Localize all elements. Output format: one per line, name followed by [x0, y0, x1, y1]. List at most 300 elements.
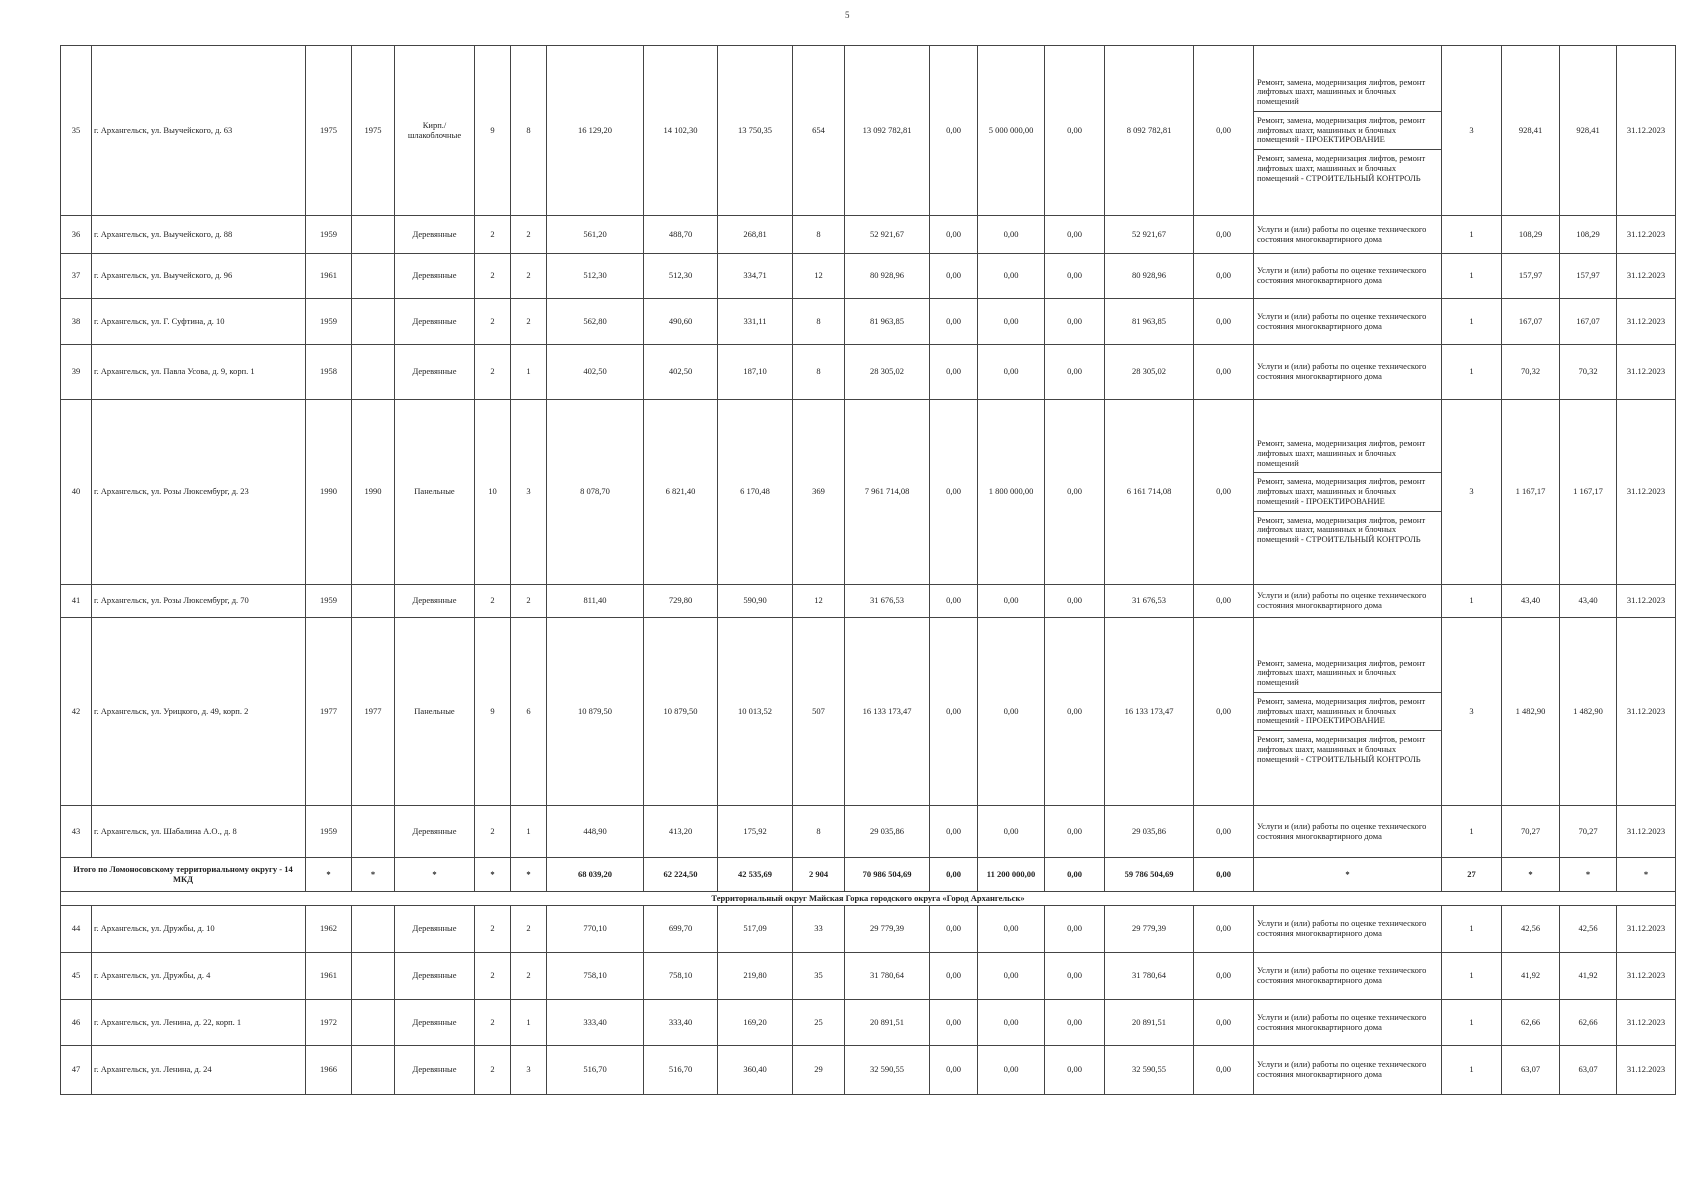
total-area-cell: 10 879,50 [547, 618, 644, 806]
total-area-cell: 770,10 [547, 906, 644, 953]
regional-fund-cell: 0,00 [978, 906, 1045, 953]
works-qty-cell: 1 [1442, 1046, 1502, 1095]
table-row [61, 345, 1676, 400]
unit-cost-cell: 42,56 [1502, 906, 1560, 953]
unit-cost-cell: 62,66 [1502, 1000, 1560, 1046]
year-commission-cell [352, 906, 395, 953]
floors-cell: 2 [475, 906, 511, 953]
federal-fund-cell: 0,00 [930, 254, 978, 299]
year-commission-cell [352, 1000, 395, 1046]
work-item: Ремонт, замена, модернизация лифтов, ремонт лифтовых шахт, машинных и блочных помещений - ПРОЕКТИРОВАНИЕ [1254, 692, 1441, 726]
other-fund-cell: 0,00 [1194, 906, 1254, 953]
works-list-cell [1254, 585, 1442, 618]
owned-area-cell: 13 750,35 [718, 46, 793, 216]
year-commission-cell: 1977 [352, 618, 395, 806]
floors-cell: 2 [475, 216, 511, 254]
deadline-cell: 31.12.2023 [1617, 254, 1676, 299]
address-cell: г. Архангельск, ул. Дружбы, д. 4 [92, 953, 306, 1000]
works-list-cell [1254, 1046, 1442, 1095]
work-item: Ремонт, замена, модернизация лифтов, ремонт лифтовых шахт, машинных и блочных помещений - СТРОИТЕЛЬНЫЙ КОНТРОЛЬ [1254, 149, 1441, 183]
works-list-cell [1254, 806, 1442, 858]
regional-fund-cell: 0,00 [978, 345, 1045, 400]
entrances-cell: 2 [511, 585, 547, 618]
residents-cell: 25 [793, 1000, 845, 1046]
work-item: Ремонт, замена, модернизация лифтов, ремонт лифтовых шахт, машинных и блочных помещений [1257, 657, 1426, 688]
unit-cost-max-cell: 167,07 [1560, 299, 1617, 345]
table-row [61, 906, 1676, 953]
other-fund-cell: 0,00 [1194, 254, 1254, 299]
year-commission-cell [352, 806, 395, 858]
unit-cost-cell: 70,27 [1502, 806, 1560, 858]
capital-repair-table [60, 45, 1676, 1095]
residential-area-cell: 516,70 [644, 1046, 718, 1095]
regional-fund-cell: 0,00 [978, 254, 1045, 299]
owners-fund-cell: 20 891,51 [1105, 1000, 1194, 1046]
subtotal-label: Итого по Ломоносовскому территориальному округу - 14 МКД [61, 858, 306, 892]
residential-area-cell: 14 102,30 [644, 46, 718, 216]
local-fund-cell: 0,00 [1045, 906, 1105, 953]
works-qty-cell: 1 [1442, 299, 1502, 345]
regional-fund-cell: 5 000 000,00 [978, 46, 1045, 216]
deadline-cell: 31.12.2023 [1617, 299, 1676, 345]
unit-cost-max-cell: 70,27 [1560, 806, 1617, 858]
unit-cost-max-cell: 63,07 [1560, 1046, 1617, 1095]
work-item: Услуги и (или) работы по оценке технического состояния многоквартирного дома [1257, 223, 1427, 244]
works-qty-cell: 1 [1442, 906, 1502, 953]
regional-fund-cell: 0,00 [978, 299, 1045, 345]
residential-area-cell: 490,60 [644, 299, 718, 345]
local-fund-cell: 0,00 [1045, 254, 1105, 299]
deadline-cell: 31.12.2023 [1617, 400, 1676, 585]
table-row [61, 585, 1676, 618]
federal-fund-cell: 0,00 [930, 1000, 978, 1046]
unit-cost-cell: 108,29 [1502, 216, 1560, 254]
row-number: 47 [61, 1046, 92, 1095]
row-number: 46 [61, 1000, 92, 1046]
wall-material-cell: Деревянные [395, 1046, 475, 1095]
federal-fund-cell: 0,00 [930, 299, 978, 345]
works-list-cell [1254, 906, 1442, 953]
federal-fund-cell: 0,00 [930, 618, 978, 806]
deadline-cell: 31.12.2023 [1617, 585, 1676, 618]
local-fund-cell: 0,00 [1045, 216, 1105, 254]
owned-area-cell: 268,81 [718, 216, 793, 254]
work-item: Ремонт, замена, модернизация лифтов, ремонт лифтовых шахт, машинных и блочных помещений [1257, 438, 1426, 468]
wall-material-cell: Панельные [395, 618, 475, 806]
floors-cell: 2 [475, 953, 511, 1000]
works-qty-cell: 1 [1442, 1000, 1502, 1046]
floors-cell: 2 [475, 585, 511, 618]
entrances-cell: 6 [511, 618, 547, 806]
total-area-cell: 512,30 [547, 254, 644, 299]
owned-area-cell: 6 170,48 [718, 400, 793, 585]
floors-cell: 2 [475, 345, 511, 400]
total-cost-cell: 29 779,39 [845, 906, 930, 953]
owned-area-cell: 517,09 [718, 906, 793, 953]
address-cell: г. Архангельск, ул. Павла Усова, д. 9, корп. 1 [92, 345, 306, 400]
works-list-cell [1254, 953, 1442, 1000]
regional-fund-cell: 0,00 [978, 216, 1045, 254]
deadline-cell: 31.12.2023 [1617, 216, 1676, 254]
table-row [61, 400, 1676, 585]
subtotal-row: Итого по Ломоносовскому территориальному округу - 14 МКД * * * * * 68 039,20 62 224,50 42 535,69 2 904 70 986 504,69 0,00 11 200 000,00 0,00 59 786 504,69 0,00 * 27 * * * [61, 858, 1676, 892]
address-cell: г. Архангельск, ул. Выучейского, д. 63 [92, 46, 306, 216]
entrances-cell: 8 [511, 46, 547, 216]
unit-cost-max-cell: 157,97 [1560, 254, 1617, 299]
deadline-cell: 31.12.2023 [1617, 1046, 1676, 1095]
entrances-cell: 1 [511, 806, 547, 858]
residents-cell: 8 [793, 216, 845, 254]
year-commission-cell [352, 585, 395, 618]
deadline-cell: 31.12.2023 [1617, 806, 1676, 858]
table-row [61, 299, 1676, 345]
wall-material-cell: Деревянные [395, 585, 475, 618]
table-row [61, 806, 1676, 858]
unit-cost-cell: 43,40 [1502, 585, 1560, 618]
floors-cell: 9 [475, 618, 511, 806]
unit-cost-cell: 41,92 [1502, 953, 1560, 1000]
residents-cell: 8 [793, 299, 845, 345]
wall-material-cell: Панельные [395, 400, 475, 585]
work-item: Услуги и (или) работы по оценке технического состояния многоквартирного дома [1257, 820, 1427, 841]
address-cell: г. Архангельск, ул. Выучейского, д. 88 [92, 216, 306, 254]
wall-material-cell: Деревянные [395, 906, 475, 953]
unit-cost-max-cell: 1 482,90 [1560, 618, 1617, 806]
total-area-cell: 516,70 [547, 1046, 644, 1095]
wall-material-cell: Деревянные [395, 216, 475, 254]
row-number: 41 [61, 585, 92, 618]
owned-area-cell: 187,10 [718, 345, 793, 400]
entrances-cell: 2 [511, 216, 547, 254]
table-row [61, 216, 1676, 254]
federal-fund-cell: 0,00 [930, 345, 978, 400]
work-item: Услуги и (или) работы по оценке технического состояния многоквартирного дома [1257, 1011, 1427, 1032]
total-area-cell: 448,90 [547, 806, 644, 858]
residents-cell: 29 [793, 1046, 845, 1095]
table-row [61, 618, 1676, 806]
regional-fund-cell: 0,00 [978, 806, 1045, 858]
total-cost-cell: 28 305,02 [845, 345, 930, 400]
other-fund-cell: 0,00 [1194, 345, 1254, 400]
table-row [61, 1046, 1676, 1095]
year-built-cell: 1962 [306, 906, 352, 953]
total-area-cell: 561,20 [547, 216, 644, 254]
year-built-cell: 1959 [306, 299, 352, 345]
row-number: 39 [61, 345, 92, 400]
table-row [61, 953, 1676, 1000]
local-fund-cell: 0,00 [1045, 1000, 1105, 1046]
owned-area-cell: 360,40 [718, 1046, 793, 1095]
total-cost-cell: 7 961 714,08 [845, 400, 930, 585]
row-number: 36 [61, 216, 92, 254]
address-cell: г. Архангельск, ул. Урицкого, д. 49, корп. 2 [92, 618, 306, 806]
floors-cell: 2 [475, 1000, 511, 1046]
total-area-cell: 758,10 [547, 953, 644, 1000]
local-fund-cell: 0,00 [1045, 618, 1105, 806]
entrances-cell: 1 [511, 1000, 547, 1046]
local-fund-cell: 0,00 [1045, 585, 1105, 618]
other-fund-cell: 0,00 [1194, 585, 1254, 618]
unit-cost-max-cell: 108,29 [1560, 216, 1617, 254]
unit-cost-cell: 63,07 [1502, 1046, 1560, 1095]
federal-fund-cell: 0,00 [930, 953, 978, 1000]
owners-fund-cell: 29 779,39 [1105, 906, 1194, 953]
address-cell: г. Архангельск, ул. Ленина, д. 22, корп. 1 [92, 1000, 306, 1046]
page-number: 5 [845, 10, 850, 20]
year-commission-cell [352, 216, 395, 254]
row-number: 42 [61, 618, 92, 806]
total-area-cell: 562,80 [547, 299, 644, 345]
owned-area-cell: 331,11 [718, 299, 793, 345]
federal-fund-cell: 0,00 [930, 906, 978, 953]
residents-cell: 12 [793, 254, 845, 299]
row-number: 45 [61, 953, 92, 1000]
deadline-cell: 31.12.2023 [1617, 906, 1676, 953]
works-qty-cell: 1 [1442, 585, 1502, 618]
works-list-cell [1254, 345, 1442, 400]
work-item: Услуги и (или) работы по оценке технического состояния многоквартирного дома [1257, 361, 1427, 381]
work-item: Ремонт, замена, модернизация лифтов, ремонт лифтовых шахт, машинных и блочных помещений - СТРОИТЕЛЬНЫЙ КОНТРОЛЬ [1254, 511, 1441, 545]
year-built-cell: 1959 [306, 806, 352, 858]
address-cell: г. Архангельск, ул. Шабалина А.О., д. 8 [92, 806, 306, 858]
floors-cell: 2 [475, 806, 511, 858]
residents-cell: 507 [793, 618, 845, 806]
work-item: Ремонт, замена, модернизация лифтов, ремонт лифтовых шахт, машинных и блочных помещений [1257, 76, 1426, 107]
residential-area-cell: 729,80 [644, 585, 718, 618]
works-list-cell [1254, 216, 1442, 254]
total-cost-cell: 81 963,85 [845, 299, 930, 345]
federal-fund-cell: 0,00 [930, 46, 978, 216]
wall-material-cell: Деревянные [395, 953, 475, 1000]
owned-area-cell: 169,20 [718, 1000, 793, 1046]
unit-cost-max-cell: 928,41 [1560, 46, 1617, 216]
residential-area-cell: 699,70 [644, 906, 718, 953]
works-list-cell [1254, 299, 1442, 345]
other-fund-cell: 0,00 [1194, 400, 1254, 585]
total-area-cell: 402,50 [547, 345, 644, 400]
works-list-cell [1254, 618, 1442, 806]
other-fund-cell: 0,00 [1194, 299, 1254, 345]
work-item: Услуги и (или) работы по оценке технического состояния многоквартирного дома [1257, 310, 1427, 331]
deadline-cell: 31.12.2023 [1617, 618, 1676, 806]
year-built-cell: 1959 [306, 216, 352, 254]
works-qty-cell: 1 [1442, 254, 1502, 299]
local-fund-cell: 0,00 [1045, 299, 1105, 345]
local-fund-cell: 0,00 [1045, 806, 1105, 858]
total-cost-cell: 16 133 173,47 [845, 618, 930, 806]
other-fund-cell: 0,00 [1194, 216, 1254, 254]
total-cost-cell: 52 921,67 [845, 216, 930, 254]
other-fund-cell: 0,00 [1194, 46, 1254, 216]
regional-fund-cell: 1 800 000,00 [978, 400, 1045, 585]
owned-area-cell: 10 013,52 [718, 618, 793, 806]
works-qty-cell: 1 [1442, 216, 1502, 254]
owners-fund-cell: 81 963,85 [1105, 299, 1194, 345]
regional-fund-cell: 0,00 [978, 585, 1045, 618]
other-fund-cell: 0,00 [1194, 618, 1254, 806]
owned-area-cell: 334,71 [718, 254, 793, 299]
year-commission-cell [352, 953, 395, 1000]
year-built-cell: 1958 [306, 345, 352, 400]
address-cell: г. Архангельск, ул. Выучейского, д. 96 [92, 254, 306, 299]
entrances-cell: 2 [511, 953, 547, 1000]
entrances-cell: 1 [511, 345, 547, 400]
other-fund-cell: 0,00 [1194, 1000, 1254, 1046]
work-item: Услуги и (или) работы по оценке технического состояния многоквартирного дома [1257, 918, 1427, 938]
other-fund-cell: 0,00 [1194, 806, 1254, 858]
residents-cell: 33 [793, 906, 845, 953]
total-cost-cell: 31 676,53 [845, 585, 930, 618]
year-built-cell: 1966 [306, 1046, 352, 1095]
owners-fund-cell: 31 676,53 [1105, 585, 1194, 618]
residents-cell: 35 [793, 953, 845, 1000]
unit-cost-max-cell: 1 167,17 [1560, 400, 1617, 585]
table-row [61, 1000, 1676, 1046]
address-cell: г. Архангельск, ул. Розы Люксембург, д. 70 [92, 585, 306, 618]
owners-fund-cell: 31 780,64 [1105, 953, 1194, 1000]
owners-fund-cell: 6 161 714,08 [1105, 400, 1194, 585]
deadline-cell: 31.12.2023 [1617, 953, 1676, 1000]
address-cell: г. Архангельск, ул. Розы Люксембург, д. 23 [92, 400, 306, 585]
floors-cell: 9 [475, 46, 511, 216]
owners-fund-cell: 32 590,55 [1105, 1046, 1194, 1095]
works-list-cell [1254, 46, 1442, 216]
residents-cell: 369 [793, 400, 845, 585]
total-cost-cell: 13 092 782,81 [845, 46, 930, 216]
section-row [61, 892, 1676, 906]
federal-fund-cell: 0,00 [930, 216, 978, 254]
year-built-cell: 1977 [306, 618, 352, 806]
table-row [61, 254, 1676, 299]
total-cost-cell: 80 928,96 [845, 254, 930, 299]
unit-cost-max-cell: 62,66 [1560, 1000, 1617, 1046]
residential-area-cell: 413,20 [644, 806, 718, 858]
unit-cost-max-cell: 41,92 [1560, 953, 1617, 1000]
entrances-cell: 2 [511, 299, 547, 345]
wall-material-cell: Деревянные [395, 299, 475, 345]
year-built-cell: 1990 [306, 400, 352, 585]
works-qty-cell: 3 [1442, 400, 1502, 585]
deadline-cell: 31.12.2023 [1617, 46, 1676, 216]
unit-cost-cell: 928,41 [1502, 46, 1560, 216]
deadline-cell: 31.12.2023 [1617, 345, 1676, 400]
local-fund-cell: 0,00 [1045, 46, 1105, 216]
residential-area-cell: 512,30 [644, 254, 718, 299]
works-qty-cell: 1 [1442, 345, 1502, 400]
residents-cell: 654 [793, 46, 845, 216]
entrances-cell: 2 [511, 906, 547, 953]
year-built-cell: 1961 [306, 953, 352, 1000]
wall-material-cell: Деревянные [395, 345, 475, 400]
total-area-cell: 16 129,20 [547, 46, 644, 216]
owners-fund-cell: 52 921,67 [1105, 216, 1194, 254]
owned-area-cell: 175,92 [718, 806, 793, 858]
wall-material-cell: Деревянные [395, 254, 475, 299]
works-qty-cell: 3 [1442, 46, 1502, 216]
work-item: Услуги и (или) работы по оценке технического состояния многоквартирного дома [1257, 965, 1427, 985]
owners-fund-cell: 8 092 782,81 [1105, 46, 1194, 216]
entrances-cell: 3 [511, 1046, 547, 1095]
residential-area-cell: 402,50 [644, 345, 718, 400]
regional-fund-cell: 0,00 [978, 618, 1045, 806]
residents-cell: 8 [793, 345, 845, 400]
unit-cost-cell: 1 482,90 [1502, 618, 1560, 806]
work-item: Ремонт, замена, модернизация лифтов, ремонт лифтовых шахт, машинных и блочных помещений - ПРОЕКТИРОВАНИЕ [1254, 111, 1441, 145]
residential-area-cell: 333,40 [644, 1000, 718, 1046]
works-qty-cell: 3 [1442, 618, 1502, 806]
year-built-cell: 1961 [306, 254, 352, 299]
works-list-cell [1254, 1000, 1442, 1046]
work-item: Услуги и (или) работы по оценке технического состояния многоквартирного дома [1257, 590, 1427, 610]
residential-area-cell: 10 879,50 [644, 618, 718, 806]
total-area-cell: 333,40 [547, 1000, 644, 1046]
regional-fund-cell: 0,00 [978, 1000, 1045, 1046]
year-commission-cell: 1990 [352, 400, 395, 585]
owners-fund-cell: 28 305,02 [1105, 345, 1194, 400]
year-built-cell: 1975 [306, 46, 352, 216]
work-item: Услуги и (или) работы по оценке технического состояния многоквартирного дома [1257, 1059, 1427, 1079]
wall-material-cell: Кирп./ шлакоблочные [395, 46, 475, 216]
floors-cell: 2 [475, 1046, 511, 1095]
wall-material-cell: Деревянные [395, 1000, 475, 1046]
unit-cost-cell: 157,97 [1502, 254, 1560, 299]
other-fund-cell: 0,00 [1194, 1046, 1254, 1095]
total-cost-cell: 31 780,64 [845, 953, 930, 1000]
works-list-cell [1254, 254, 1442, 299]
year-commission-cell [352, 345, 395, 400]
owned-area-cell: 219,80 [718, 953, 793, 1000]
row-number: 37 [61, 254, 92, 299]
regional-fund-cell: 0,00 [978, 1046, 1045, 1095]
local-fund-cell: 0,00 [1045, 953, 1105, 1000]
address-cell: г. Архангельск, ул. Дружбы, д. 10 [92, 906, 306, 953]
local-fund-cell: 0,00 [1045, 400, 1105, 585]
owned-area-cell: 590,90 [718, 585, 793, 618]
residential-area-cell: 488,70 [644, 216, 718, 254]
local-fund-cell: 0,00 [1045, 345, 1105, 400]
residential-area-cell: 758,10 [644, 953, 718, 1000]
owners-fund-cell: 29 035,86 [1105, 806, 1194, 858]
work-item: Услуги и (или) работы по оценке технического состояния многоквартирного дома [1257, 265, 1427, 285]
floors-cell: 10 [475, 400, 511, 585]
unit-cost-cell: 167,07 [1502, 299, 1560, 345]
floors-cell: 2 [475, 254, 511, 299]
regional-fund-cell: 0,00 [978, 953, 1045, 1000]
owners-fund-cell: 80 928,96 [1105, 254, 1194, 299]
row-number: 38 [61, 299, 92, 345]
total-cost-cell: 29 035,86 [845, 806, 930, 858]
year-commission-cell: 1975 [352, 46, 395, 216]
federal-fund-cell: 0,00 [930, 1046, 978, 1095]
federal-fund-cell: 0,00 [930, 585, 978, 618]
works-qty-cell: 1 [1442, 953, 1502, 1000]
works-list-cell [1254, 400, 1442, 585]
federal-fund-cell: 0,00 [930, 806, 978, 858]
year-built-cell: 1972 [306, 1000, 352, 1046]
unit-cost-cell: 1 167,17 [1502, 400, 1560, 585]
row-number: 40 [61, 400, 92, 585]
row-number: 44 [61, 906, 92, 953]
local-fund-cell: 0,00 [1045, 1046, 1105, 1095]
total-area-cell: 8 078,70 [547, 400, 644, 585]
unit-cost-cell: 70,32 [1502, 345, 1560, 400]
table-row [61, 46, 1676, 216]
year-built-cell: 1959 [306, 585, 352, 618]
total-cost-cell: 20 891,51 [845, 1000, 930, 1046]
unit-cost-max-cell: 42,56 [1560, 906, 1617, 953]
entrances-cell: 3 [511, 400, 547, 585]
unit-cost-max-cell: 70,32 [1560, 345, 1617, 400]
